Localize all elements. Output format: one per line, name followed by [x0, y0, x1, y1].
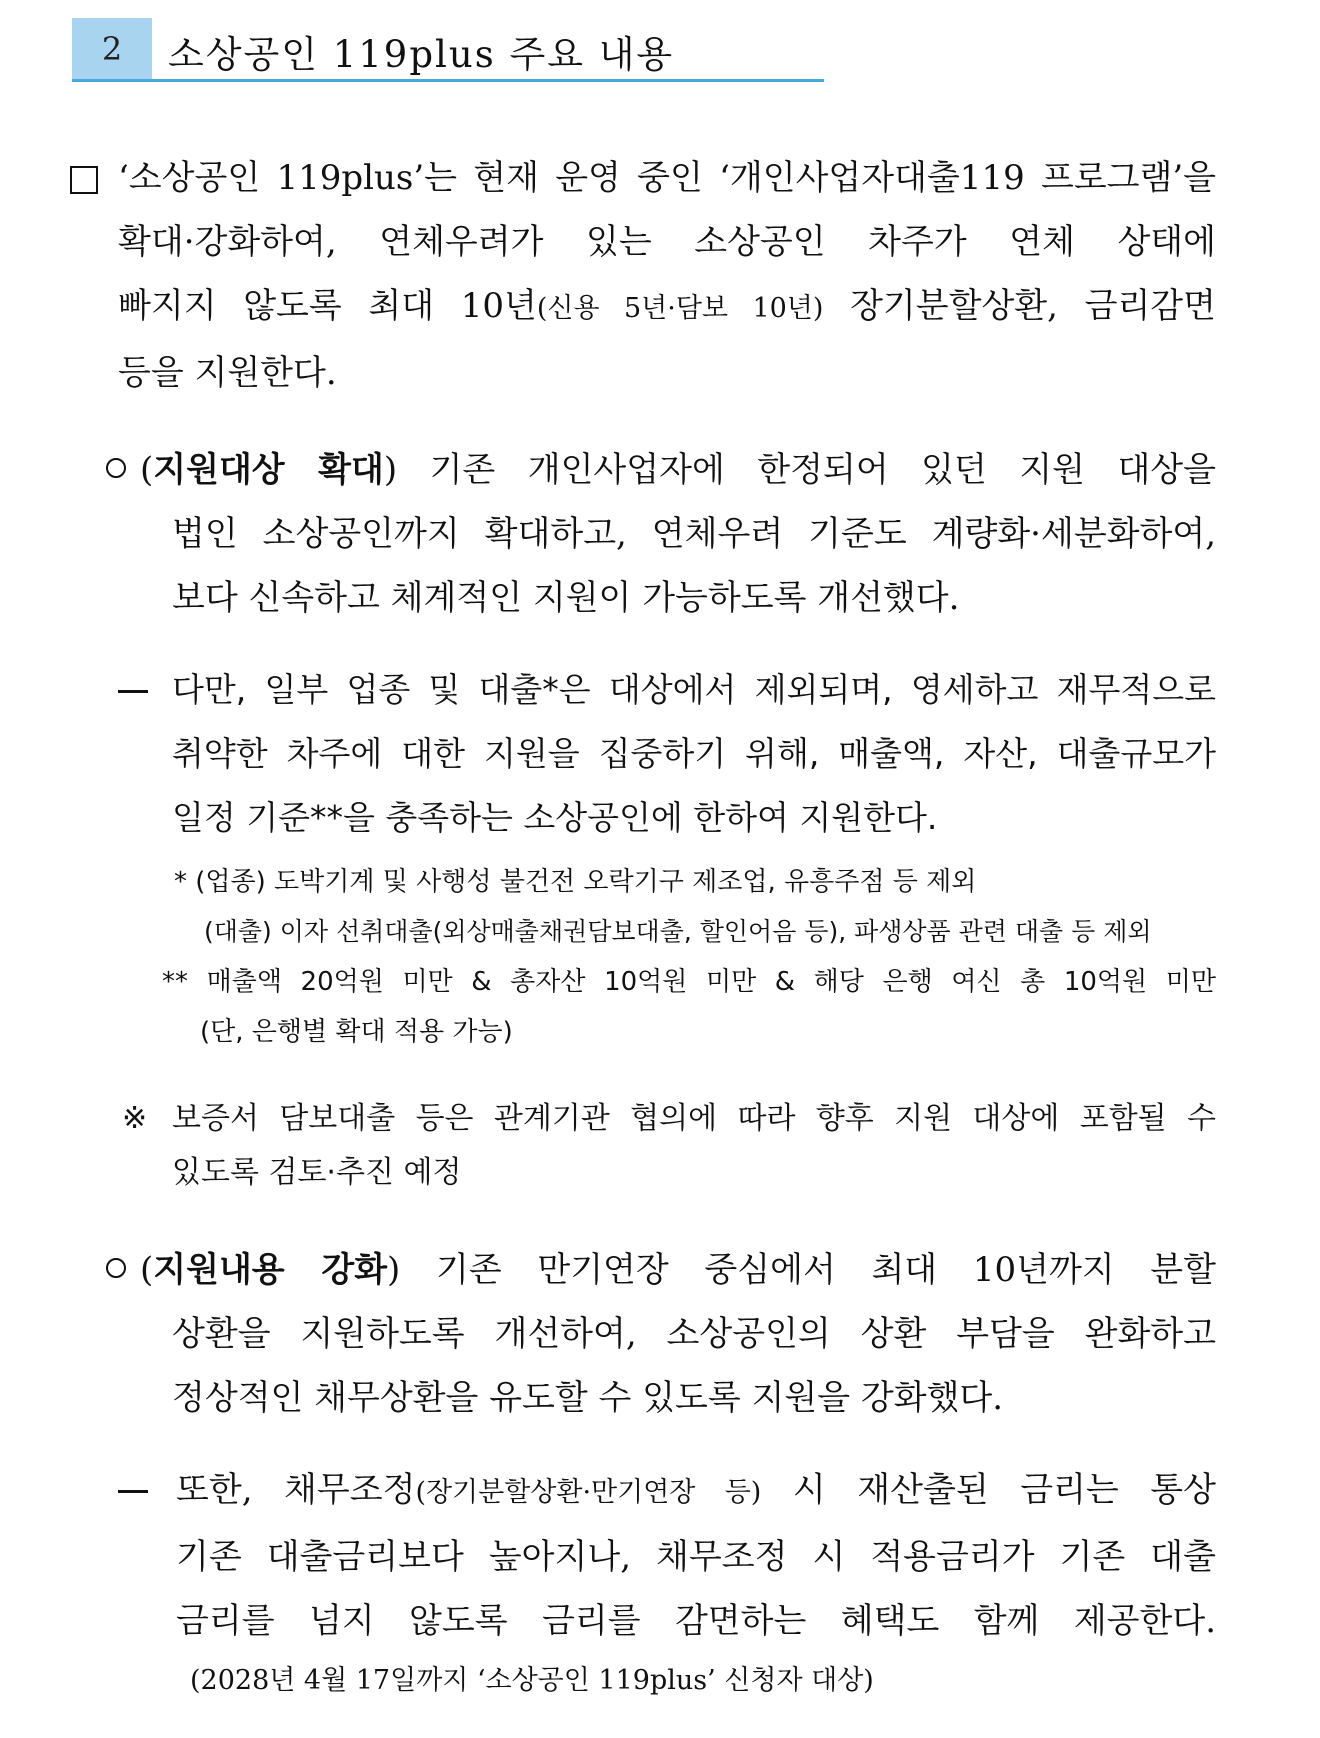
- strengthen-sub-line-1: [176, 1458, 1216, 1525]
- header-underline: [72, 79, 824, 82]
- note-4: (단, 은행별 확대 적용 가능): [200, 1017, 513, 1047]
- intro-line-1: ‘소상공인 119plus’는 현재 운영 중인 ‘개인사업자대출119 프로그램’을: [118, 158, 1216, 198]
- strengthen-heading-line: (지원내용 강화) 기존 만기연장 중심에서 최대 10년까지 분할: [140, 1250, 1216, 1290]
- strengthen-sub-line-2: 기존 대출금리보다 높아지나, 채무조정 시 적용금리가 기존 대출: [176, 1537, 1216, 1577]
- expand-sub-line-2: 취약한 차주에 대한 지원을 집중하기 위해, 매출액, 자산, 대출규모가: [172, 734, 1216, 773]
- dash-bullet-icon: [118, 690, 148, 693]
- strengthen-sub-line-1c: 시 재산출된 금리는 통상: [761, 1470, 1216, 1510]
- expand-sub: [172, 658, 1216, 850]
- section-number: 2: [72, 18, 152, 80]
- expand-line-1: [140, 438, 1216, 502]
- strengthen-sub: [176, 1458, 1216, 1653]
- circle-bullet-icon: [106, 458, 126, 478]
- strengthen-line-2: 상환을 지원하도록 개선하여, 소상공인의 상환 부담을 완화하고: [172, 1314, 1216, 1354]
- expand-heading: 지원대상 확대: [153, 450, 384, 490]
- intro-line-2: 확대·강화하여, 연체우려가 있는 소상공인 차주가 연체 상태에: [118, 222, 1216, 262]
- expand-heading-line: (지원대상 확대) 기존 개인사업자에 한정되어 있던 지원 대상을: [140, 450, 1216, 490]
- strengthen-line-1: [140, 1238, 1216, 1302]
- strengthen-heading: 지원내용 강화: [153, 1250, 388, 1290]
- strengthen-sub-line-3: 금리를 넘지 않도록 금리를 감면하는 혜택도 함께 제공한다.: [176, 1601, 1216, 1641]
- dash-bullet-icon: [118, 1490, 148, 1493]
- intro-paragraph: [118, 146, 1216, 210]
- square-bullet-icon: [70, 166, 98, 194]
- strengthen-line-1-text: 기존 만기연장 중심에서 최대 10년까지 분할: [400, 1250, 1216, 1290]
- section-header: [72, 18, 824, 82]
- intro-line-3a: 빠지지 않도록 최대 10년: [118, 286, 537, 326]
- circle-bullet-icon: [106, 1258, 126, 1278]
- intro-line-4: 등을 지원한다.: [118, 353, 337, 393]
- section-title: 소상공인 119plus 주요 내용: [168, 33, 675, 76]
- intro-line-3c: 장기분할상환, 금리감면: [823, 286, 1216, 326]
- expand-line-2: 법인 소상공인까지 확대하고, 연체우려 기준도 계량화·세분화하여,: [172, 514, 1216, 554]
- reference-line-1: 보증서 담보대출 등은 관계기관 협의에 따라 향후 지원 대상에 포함될 수: [172, 1101, 1216, 1136]
- intro-block: [118, 210, 1216, 405]
- intro-line-3b: (신용 5년·담보 10년): [536, 293, 824, 324]
- expand-line-1-text: 기존 개인사업자에 한정되어 있던 지원 대상을: [397, 450, 1216, 490]
- strengthen-body: [172, 1302, 1216, 1430]
- expand-body: [172, 502, 1216, 630]
- strengthen-sub-line-1b: (장기분할상환·만기연장 등): [415, 1477, 762, 1508]
- note-3: ** 매출액 20억원 미만 & 총자산 10억원 미만 & 해당 은행 여신 총 10억원 미만: [162, 967, 1216, 997]
- reference-line-2: 있도록 검토·추진 예정: [172, 1155, 462, 1190]
- reference-mark: ※: [122, 1101, 148, 1136]
- note-2: (대출) 이자 선취대출(외상매출채권담보대출, 할인어음 등), 파생상품 관련 대출 등 제외: [204, 917, 1152, 946]
- expand-sub-line-3: 일정 기준**을 충족하는 소상공인에 한하여 지원한다.: [172, 798, 938, 837]
- expand-line-3: 보다 신속하고 체계적인 지원이 가능하도록 개선했다.: [172, 578, 960, 618]
- strengthen-sub-line-1a: 또한, 채무조정: [176, 1470, 416, 1510]
- note-1: * (업종) 도박기계 및 사행성 불건전 오락기구 제조업, 유흥주점 등 제외: [174, 867, 977, 897]
- strengthen-sub-line-4: (2028년 4월 17일까지 ‘소상공인 119plus’ 신청자 대상): [190, 1665, 874, 1696]
- intro-line-3: [118, 274, 1216, 341]
- strengthen-line-3: 정상적인 채무상환을 유도할 수 있도록 지원을 강화했다.: [172, 1378, 1004, 1418]
- expand-sub-line-1: 다만, 일부 업종 및 대출*은 대상에서 제외되며, 영세하고 재무적으로: [172, 670, 1216, 709]
